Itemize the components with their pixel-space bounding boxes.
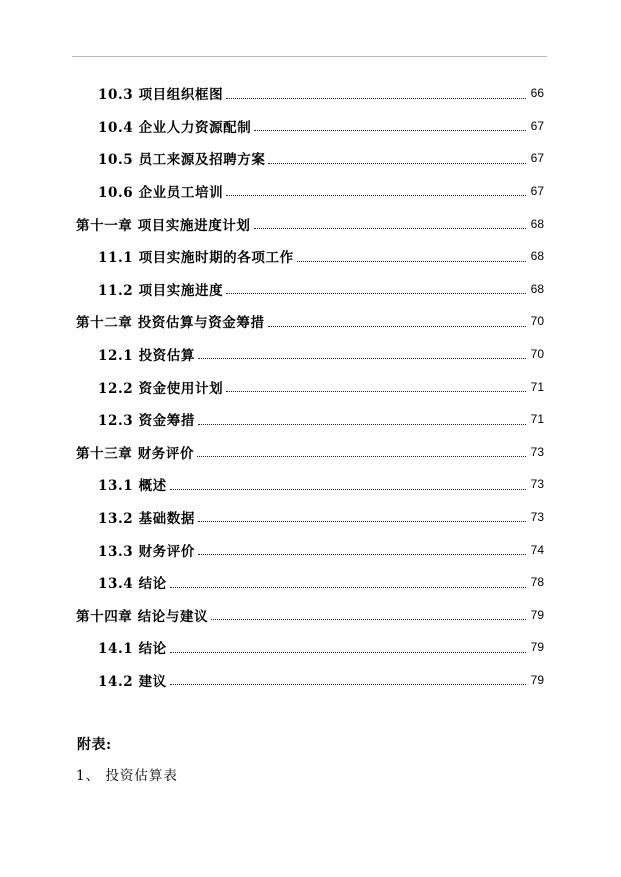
toc-dot-leader: [170, 652, 526, 653]
toc-section-entry[interactable]: [0, 175, 621, 208]
toc-dot-leader: [198, 521, 526, 522]
toc-entry-label: 13.3 财务评价: [98, 543, 195, 560]
toc-chapter-entry[interactable]: [0, 599, 621, 632]
appendix-title: 附表:: [77, 737, 112, 753]
toc-section-entry[interactable]: [0, 110, 621, 143]
toc-page-number: 67: [530, 151, 544, 166]
toc-page-number: 68: [530, 281, 544, 296]
toc-dot-leader: [170, 489, 526, 490]
toc-section-entry[interactable]: [0, 664, 621, 697]
toc-page-number: 70: [530, 314, 544, 329]
toc-dot-leader: [198, 358, 526, 359]
toc-section-entry[interactable]: [0, 468, 621, 501]
toc-entry-label: 第十四章 结论与建议: [76, 608, 209, 625]
toc-page-number: 78: [530, 575, 544, 590]
toc-dot-leader: [226, 391, 526, 392]
toc-dot-leader: [198, 554, 526, 555]
toc-dot-leader: [211, 619, 526, 620]
toc-dot-leader: [170, 684, 526, 685]
toc-entry-label: 10.3 项目组织框图: [98, 87, 224, 104]
toc-dot-leader: [254, 130, 526, 131]
toc-section-entry[interactable]: [0, 533, 621, 566]
toc-page-number: 67: [530, 184, 544, 199]
toc-entry-label: 10.6 企业员工培训: [98, 185, 224, 202]
toc-page-number: 74: [530, 542, 544, 557]
toc-section-entry[interactable]: [0, 338, 621, 371]
toc-entry-label: 10.4 企业人力资源配制: [98, 119, 252, 136]
toc-page-number: 68: [530, 216, 544, 231]
toc-entry-label: 第十二章 投资估算与资金筹措: [76, 315, 265, 332]
toc-chapter-entry[interactable]: [0, 305, 621, 338]
toc-section-entry[interactable]: [0, 501, 621, 534]
toc-entry-label: 12.3 资金筹措: [98, 413, 195, 430]
toc-dot-leader: [226, 293, 526, 294]
toc-dot-leader: [170, 587, 526, 588]
toc-section-entry[interactable]: [0, 370, 621, 403]
toc-page-number: 79: [530, 672, 544, 687]
toc-page-number: 79: [530, 607, 544, 622]
toc-entry-label: 14.1 结论: [98, 641, 167, 658]
toc-chapter-entry[interactable]: [0, 207, 621, 240]
toc-entry-label: 13.2 基础数据: [98, 511, 195, 528]
toc-dot-leader: [197, 456, 526, 457]
appendix-item: 1、 投资估算表: [76, 768, 178, 784]
toc-page-number: 73: [530, 510, 544, 525]
toc-page-number: 73: [530, 444, 544, 459]
toc-entry-label: 10.5 员工来源及招聘方案: [98, 152, 266, 169]
toc-entry-label: 11.2 项目实施进度: [98, 282, 224, 299]
toc-entry-label: 第十一章 项目实施进度计划: [76, 217, 251, 234]
toc-entry-label: 11.1 项目实施时期的各项工作: [98, 250, 294, 267]
toc-section-entry[interactable]: [0, 403, 621, 436]
toc-section-entry[interactable]: [0, 566, 621, 599]
toc-entry-label: 第十三章 财务评价: [76, 445, 195, 462]
toc-section-entry[interactable]: [0, 77, 621, 110]
toc-section-entry[interactable]: [0, 240, 621, 273]
table-of-contents: [0, 77, 621, 696]
toc-page-number: 68: [530, 249, 544, 264]
toc-entry-label: 12.2 资金使用计划: [98, 380, 224, 397]
toc-page-number: 67: [530, 118, 544, 133]
toc-page-number: 70: [530, 347, 544, 362]
toc-page-number: 71: [530, 379, 544, 394]
toc-page-number: 71: [530, 412, 544, 427]
toc-page-number: 66: [530, 86, 544, 101]
toc-entry-label: 13.4 结论: [98, 576, 167, 593]
toc-dot-leader: [268, 326, 526, 327]
toc-entry-label: 14.2 建议: [98, 673, 167, 690]
toc-dot-leader: [297, 261, 526, 262]
toc-dot-leader: [226, 195, 526, 196]
toc-entry-label: 12.1 投资估算: [98, 348, 195, 365]
toc-section-entry[interactable]: [0, 142, 621, 175]
toc-section-entry[interactable]: [0, 631, 621, 664]
toc-entry-label: 13.1 概述: [98, 478, 167, 495]
toc-dot-leader: [268, 163, 526, 164]
toc-dot-leader: [226, 98, 526, 99]
toc-section-entry[interactable]: [0, 273, 621, 306]
toc-page-number: 73: [530, 477, 544, 492]
toc-dot-leader: [254, 228, 527, 229]
header-rule: [72, 56, 547, 57]
toc-page-number: 79: [530, 640, 544, 655]
toc-chapter-entry[interactable]: [0, 436, 621, 469]
toc-dot-leader: [198, 424, 526, 425]
